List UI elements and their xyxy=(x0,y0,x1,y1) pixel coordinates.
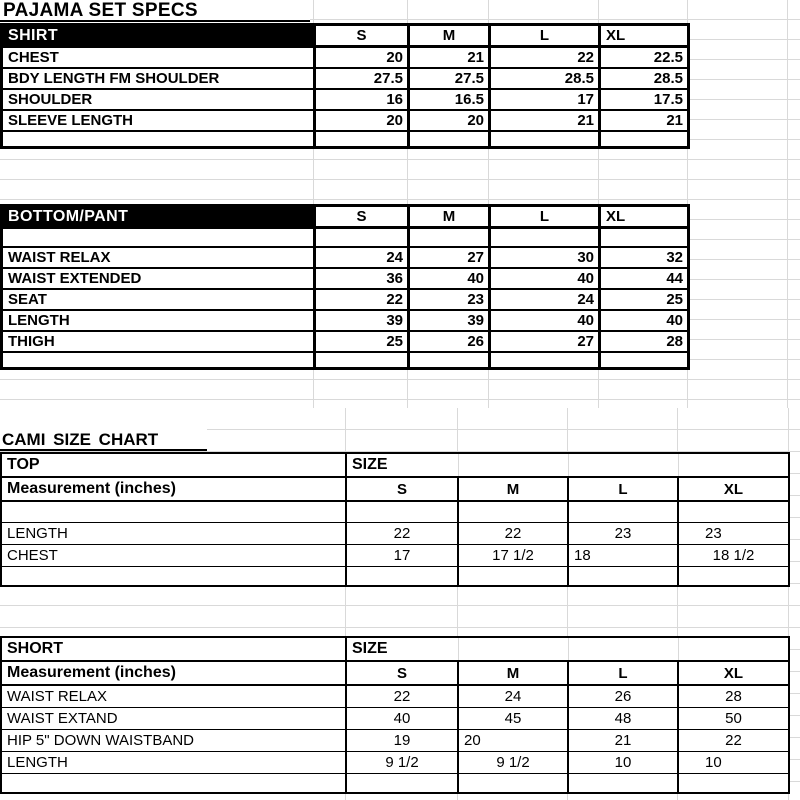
size-column-header: L xyxy=(568,661,678,685)
size-value-cell: 16.5 xyxy=(409,89,490,110)
pant-header-row xyxy=(2,206,689,228)
short-header-row xyxy=(1,637,789,661)
size-value-cell: 40 xyxy=(600,310,689,331)
size-value-cell: 40 xyxy=(409,268,490,289)
size-column-header: M xyxy=(409,206,490,228)
size-value-cell: 28.5 xyxy=(600,68,689,89)
size-value-cell: 22 xyxy=(346,685,458,707)
size-value-cell: 24 xyxy=(458,685,568,707)
size-value-cell: 27 xyxy=(409,247,490,268)
spec-row xyxy=(1,729,789,751)
size-value-cell: 26 xyxy=(568,685,678,707)
row-label: LENGTH xyxy=(1,522,346,544)
size-value-cell: 24 xyxy=(315,247,409,268)
size-value-cell: 40 xyxy=(490,268,600,289)
size-value-cell: 20 xyxy=(458,729,568,751)
row-label: SHOULDER xyxy=(2,89,315,110)
size-column-header: L xyxy=(568,477,678,501)
size-value-cell: 16 xyxy=(315,89,409,110)
row-label: WAIST EXTENDED xyxy=(2,268,315,289)
spec-row xyxy=(1,685,789,707)
empty-row xyxy=(1,773,789,793)
size-value-cell: 22 xyxy=(315,289,409,310)
size-value-cell: 17 xyxy=(346,544,458,566)
pant-spec-table xyxy=(0,204,690,370)
row-label: LENGTH xyxy=(1,751,346,773)
size-value-cell: 26 xyxy=(409,331,490,352)
size-column-header: S xyxy=(315,25,409,47)
size-value-cell: 20 xyxy=(409,110,490,131)
cami-top-measure-row xyxy=(1,477,789,501)
size-value-cell: 20 xyxy=(315,47,409,68)
size-column-header: L xyxy=(490,206,600,228)
size-value-cell: 25 xyxy=(315,331,409,352)
row-label: CHEST xyxy=(2,47,315,68)
size-column-header: S xyxy=(346,661,458,685)
size-value-cell: 23 xyxy=(678,522,789,544)
spec-row xyxy=(2,331,689,352)
size-value-cell: 21 xyxy=(490,110,600,131)
size-value-cell: 19 xyxy=(346,729,458,751)
size-column-header: M xyxy=(409,25,490,47)
size-value-cell: 21 xyxy=(409,47,490,68)
row-label: LENGTH xyxy=(2,310,315,331)
size-value-cell: 44 xyxy=(600,268,689,289)
size-column-header: M xyxy=(458,477,568,501)
spec-row xyxy=(1,751,789,773)
empty-row xyxy=(1,566,789,586)
size-value-cell: 39 xyxy=(409,310,490,331)
size-value-cell: 27.5 xyxy=(315,68,409,89)
size-value-cell: 18 1/2 xyxy=(678,544,789,566)
size-value-cell: 10 xyxy=(568,751,678,773)
spec-row xyxy=(2,247,689,268)
shirt-spec-table xyxy=(0,23,690,149)
size-column-header: XL xyxy=(678,661,789,685)
cami-top-section-label: TOP xyxy=(1,453,346,477)
size-value-cell: 45 xyxy=(458,707,568,729)
short-measure-row xyxy=(1,661,789,685)
size-value-cell: 40 xyxy=(490,310,600,331)
short-section-label: SHORT xyxy=(1,637,346,661)
size-value-cell: 32 xyxy=(600,247,689,268)
size-value-cell: 36 xyxy=(315,268,409,289)
measurement-header: Measurement (inches) xyxy=(1,477,346,501)
size-value-cell: 30 xyxy=(490,247,600,268)
spec-row xyxy=(2,289,689,310)
size-column-header: L xyxy=(490,25,600,47)
empty-row xyxy=(1,501,789,522)
empty-row xyxy=(2,228,689,247)
size-value-cell: 22 xyxy=(346,522,458,544)
row-label: WAIST RELAX xyxy=(1,685,346,707)
size-value-cell: 24 xyxy=(490,289,600,310)
row-label: SLEEVE LENGTH xyxy=(2,110,315,131)
size-value-cell: 23 xyxy=(568,522,678,544)
cami-top-table xyxy=(0,452,790,587)
size-value-cell: 48 xyxy=(568,707,678,729)
spec-row xyxy=(1,544,789,566)
spec-row xyxy=(2,89,689,110)
size-value-cell: 22 xyxy=(678,729,789,751)
spec-row xyxy=(2,310,689,331)
size-value-cell: 25 xyxy=(600,289,689,310)
row-label: HIP 5" DOWN WAISTBAND xyxy=(1,729,346,751)
spec-row xyxy=(2,268,689,289)
size-value-cell: 27.5 xyxy=(409,68,490,89)
spec-row xyxy=(1,522,789,544)
shirt-header-row xyxy=(2,25,689,47)
row-label: WAIST EXTAND xyxy=(1,707,346,729)
size-value-cell: 18 xyxy=(568,544,678,566)
spec-row xyxy=(2,47,689,68)
size-value-cell: 21 xyxy=(568,729,678,751)
row-label: CHEST xyxy=(1,544,346,566)
page-title: PAJAMA SET SPECS xyxy=(0,0,310,22)
size-value-cell: 23 xyxy=(409,289,490,310)
size-value-cell: 22 xyxy=(458,522,568,544)
size-value-cell: 27 xyxy=(490,331,600,352)
size-column-header: XL xyxy=(600,25,689,47)
size-value-cell: 28 xyxy=(678,685,789,707)
spec-row xyxy=(2,68,689,89)
size-column-header: S xyxy=(346,477,458,501)
size-value-cell: 9 1/2 xyxy=(458,751,568,773)
size-column-header: XL xyxy=(678,477,789,501)
size-header-label: SIZE xyxy=(346,453,458,477)
row-label: BDY LENGTH FM SHOULDER xyxy=(2,68,315,89)
measurement-header: Measurement (inches) xyxy=(1,661,346,685)
size-value-cell: 17.5 xyxy=(600,89,689,110)
cami-short-table xyxy=(0,636,790,794)
row-label: WAIST RELAX xyxy=(2,247,315,268)
row-label: SEAT xyxy=(2,289,315,310)
size-value-cell: 17 1/2 xyxy=(458,544,568,566)
size-value-cell: 22 xyxy=(490,47,600,68)
size-column-header: M xyxy=(458,661,568,685)
spec-row xyxy=(2,110,689,131)
size-value-cell: 28.5 xyxy=(490,68,600,89)
size-value-cell: 40 xyxy=(346,707,458,729)
size-value-cell: 17 xyxy=(490,89,600,110)
pant-section-header: BOTTOM/PANT xyxy=(2,206,315,228)
size-value-cell: 50 xyxy=(678,707,789,729)
cami-section-title: CAMI SIZE CHART xyxy=(0,429,207,451)
size-value-cell: 39 xyxy=(315,310,409,331)
size-value-cell: 20 xyxy=(315,110,409,131)
empty-row xyxy=(2,352,689,369)
shirt-section-header: SHIRT xyxy=(2,25,315,47)
size-value-cell: 21 xyxy=(600,110,689,131)
size-value-cell: 28 xyxy=(600,331,689,352)
spec-row xyxy=(1,707,789,729)
size-header-label: SIZE xyxy=(346,637,458,661)
empty-row xyxy=(2,131,689,148)
cami-top-header-row xyxy=(1,453,789,477)
size-value-cell: 10 xyxy=(678,751,789,773)
size-value-cell: 22.5 xyxy=(600,47,689,68)
size-column-header: XL xyxy=(600,206,689,228)
size-value-cell: 9 1/2 xyxy=(346,751,458,773)
size-column-header: S xyxy=(315,206,409,228)
row-label: THIGH xyxy=(2,331,315,352)
